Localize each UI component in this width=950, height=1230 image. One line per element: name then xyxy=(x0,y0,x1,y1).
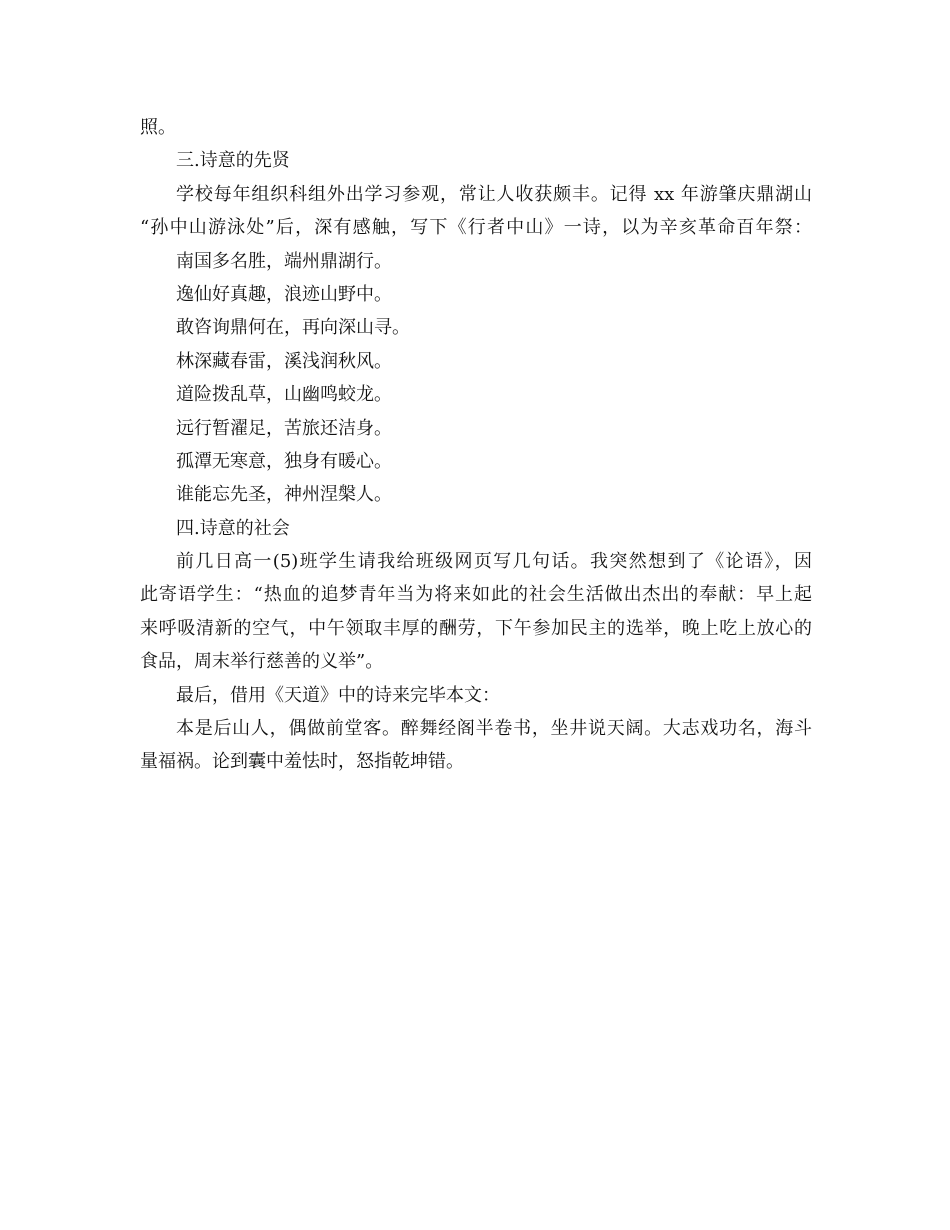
text-line: 此寄语学生：“热血的追梦青年当为将来如此的社会生活做出杰出的奉献：早上起 xyxy=(140,584,812,606)
poem-line: 敢咨询鼎何在，再向深山寻。 xyxy=(176,317,410,339)
document-body xyxy=(140,111,812,779)
poem-line: 道险拨乱草，山幽鸣蛟龙。 xyxy=(176,384,392,406)
text-line: 最后，借用《天道》中的诗来完毕本文： xyxy=(176,684,500,706)
text-line: 食品，周末举行慈善的义举”。 xyxy=(140,651,384,673)
poem-line: 南国多名胜，端州鼎湖行。 xyxy=(176,250,392,272)
text-line: 本是后山人，偶做前堂客。醉舞经阁半卷书，坐井说天阔。大志戏功名，海斗 xyxy=(176,718,812,740)
text-line: “孙中山游泳处”后，深有感触，写下《行者中山》一诗，以为辛亥革命百年祭： xyxy=(140,217,812,239)
poem-line: 逸仙好真趣，浪迹山野中。 xyxy=(176,283,392,305)
poem-line: 林深藏春雷，溪浅润秋风。 xyxy=(176,350,392,372)
text-line: 照。 xyxy=(140,117,176,138)
text-line: 量福祸。论到囊中羞怯时，怒指乾坤错。 xyxy=(140,751,464,773)
section-heading-3: 三.诗意的先贤 xyxy=(176,150,290,172)
text-line: 学校每年组织科组外出学习参观，常让人收获颇丰。记得 xx 年游肇庆鼎湖山 xyxy=(176,183,812,205)
text-line: 来呼吸清新的空气，中午领取丰厚的酬劳，下午参加民主的选举，晚上吃上放心的 xyxy=(140,617,812,639)
text-line: 前几日高一(5)班学生请我给班级网页写几句话。我突然想到了《论语》，因 xyxy=(176,551,812,573)
poem-line: 谁能忘先圣，神州涅槃人。 xyxy=(176,484,392,506)
poem-line: 孤潭无寒意，独身有暖心。 xyxy=(176,450,392,472)
section-heading-4: 四.诗意的社会 xyxy=(176,517,290,539)
poem-line: 远行暂濯足，苦旅还洁身。 xyxy=(176,417,392,439)
